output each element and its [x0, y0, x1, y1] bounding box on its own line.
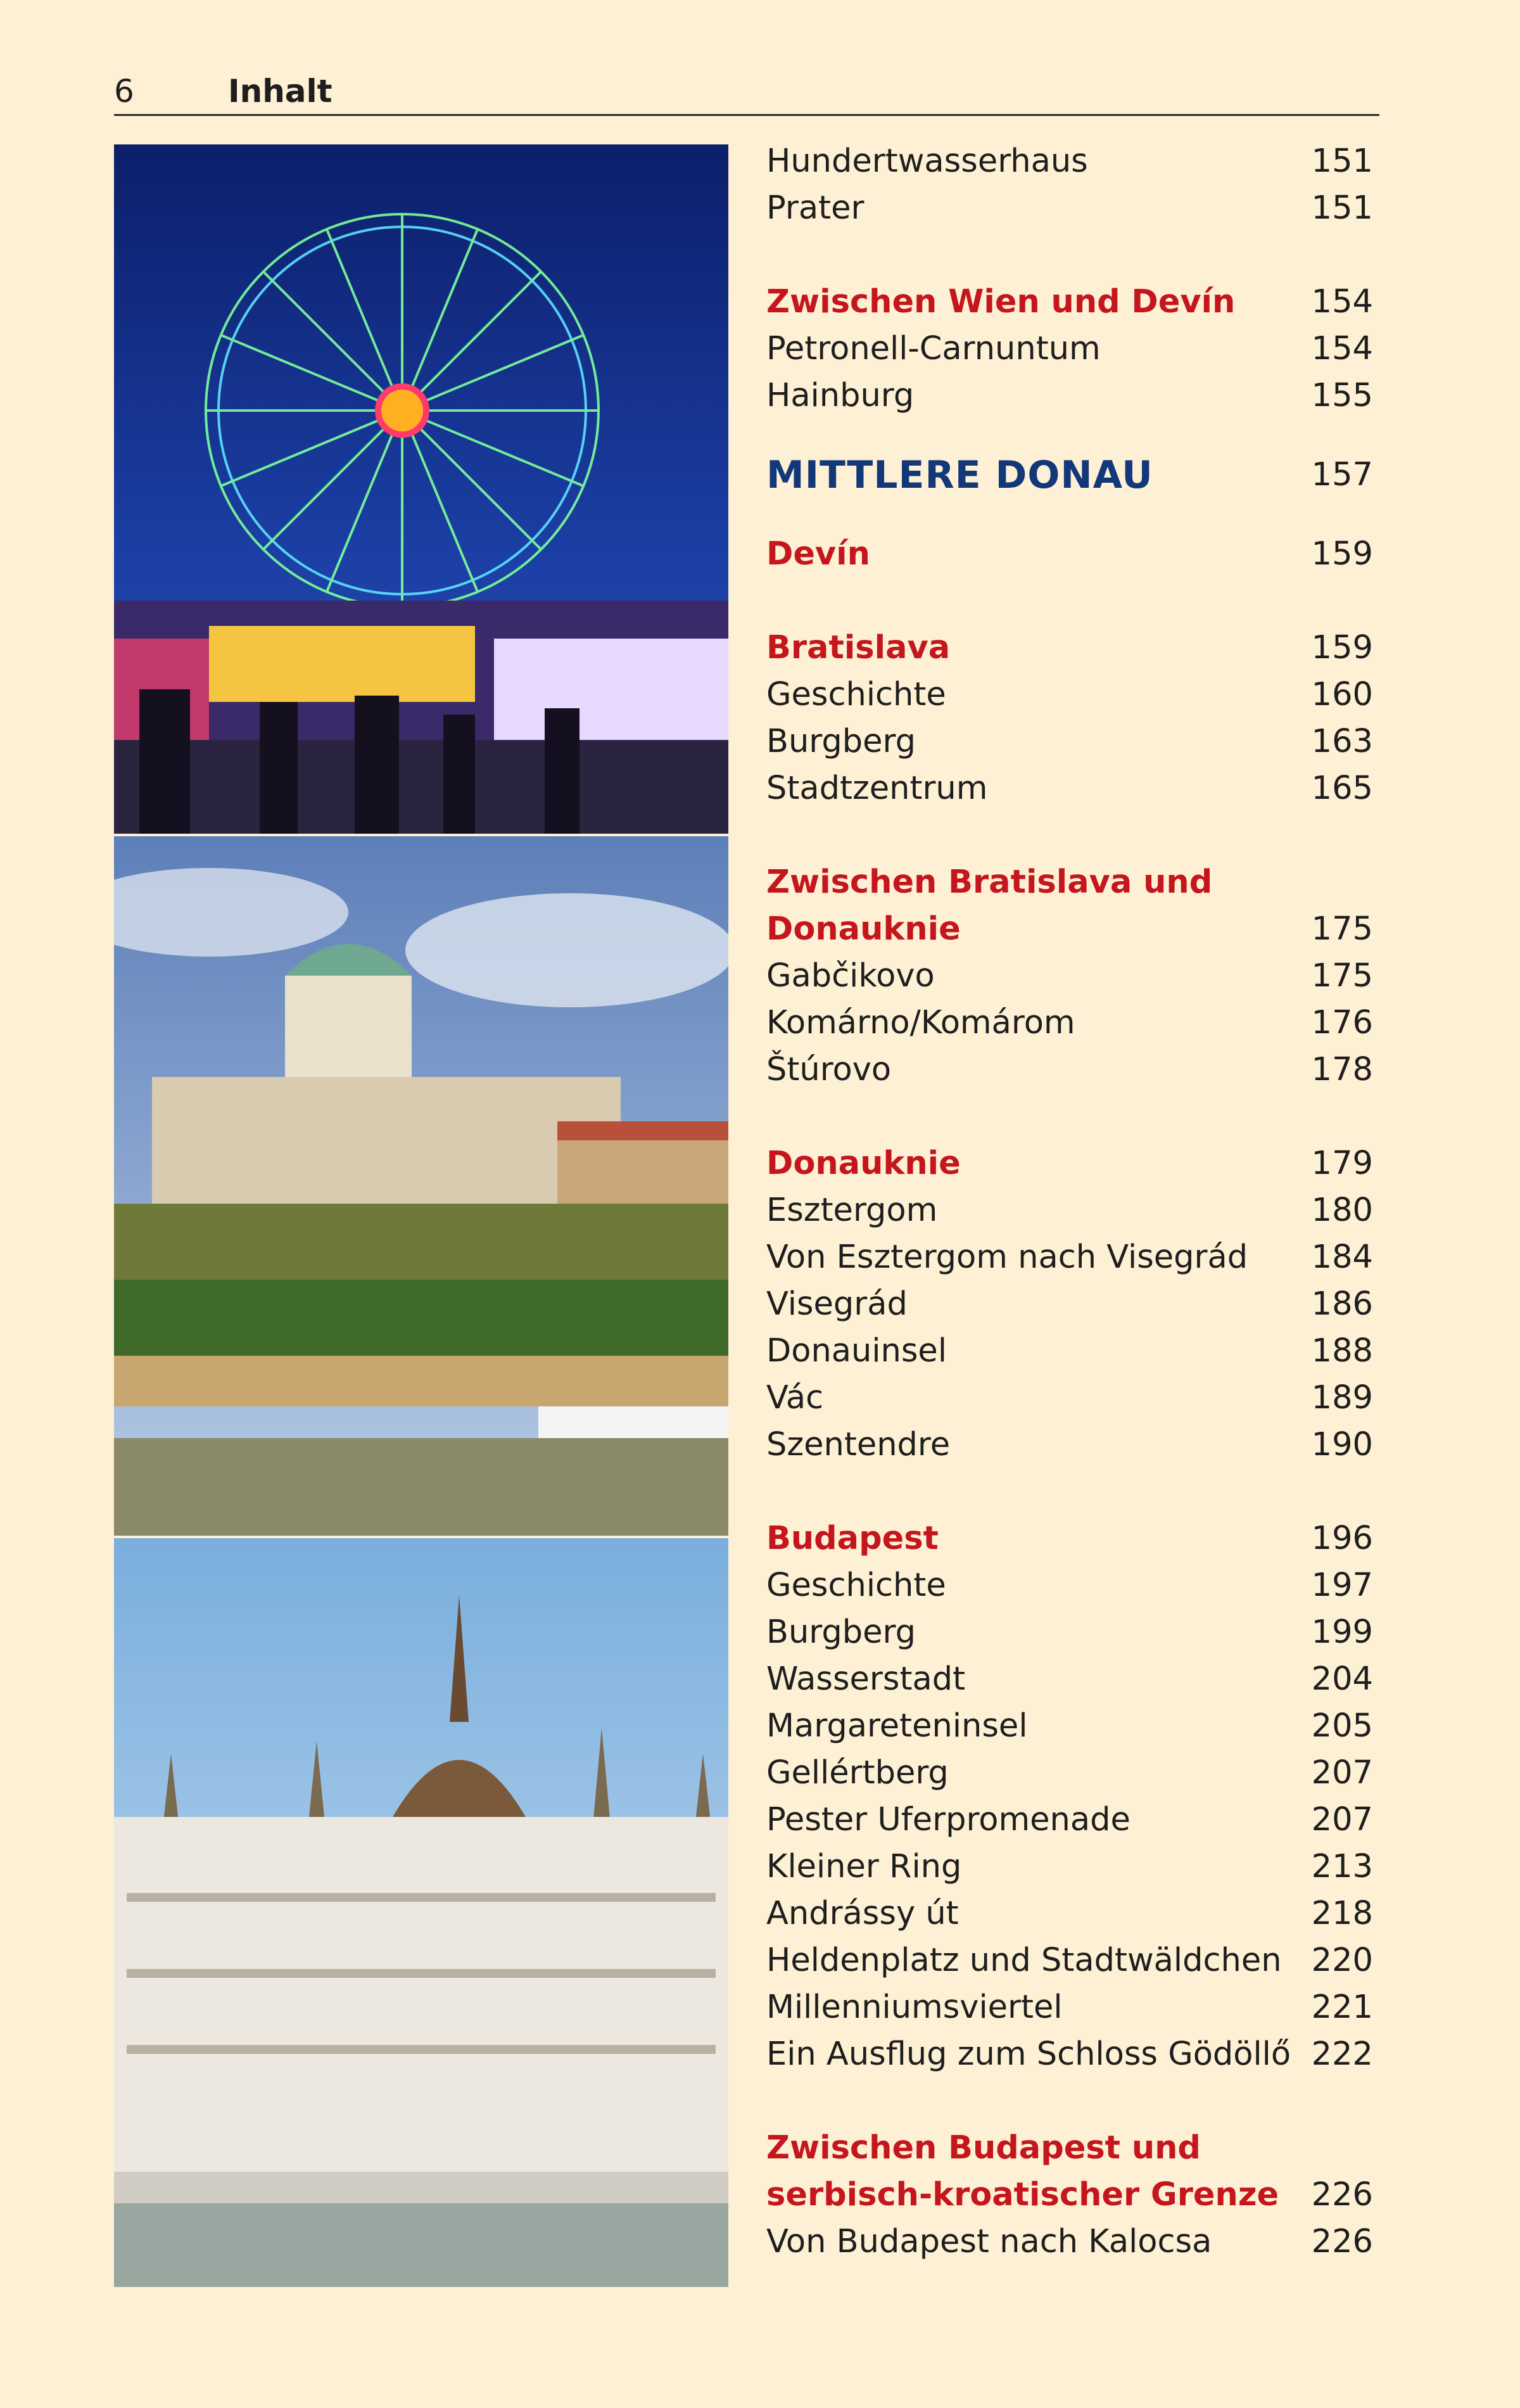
toc-entry[interactable]: [766, 1281, 1379, 1328]
toc-entry-page: 226: [1311, 2176, 1373, 2214]
toc-entry-page: 205: [1311, 1707, 1373, 1745]
toc-entry-page: 213: [1311, 1848, 1373, 1885]
toc-entry-title: Visegrád: [766, 1285, 908, 1323]
page-header: [114, 68, 1379, 116]
toc-group: [766, 279, 1379, 419]
toc-entry-page: 218: [1311, 1895, 1373, 1932]
toc-entry-page: 157: [1311, 456, 1373, 494]
toc-entry-page: 151: [1311, 143, 1373, 180]
toc-entry-title: Geschichte: [766, 676, 946, 713]
toc-entry-page: 226: [1311, 2223, 1373, 2260]
toc-entry[interactable]: [766, 1422, 1379, 1468]
toc-entry-title: Gellértberg: [766, 1754, 949, 1792]
toc-entry-page: 189: [1311, 1379, 1373, 1417]
photo-column: [114, 144, 728, 2287]
toc-entry-title: Millenniumsviertel: [766, 1989, 1063, 2026]
toc-entry[interactable]: [766, 1844, 1379, 1890]
toc-entry-title: Prater: [766, 189, 864, 227]
toc-entry[interactable]: [766, 1609, 1379, 1656]
toc-entry-title: Von Budapest nach Kalocsa: [766, 2223, 1212, 2260]
toc-entry-page: 179: [1311, 1145, 1373, 1182]
toc-entry-title: Štúrovo: [766, 1051, 892, 1088]
toc-entry-title: Andrássy út: [766, 1895, 959, 1932]
toc-entry-title: Stadtzentrum: [766, 770, 988, 807]
toc-entry[interactable]: [766, 1000, 1379, 1047]
toc-entry[interactable]: [766, 1234, 1379, 1281]
toc-entry-title: Margareteninsel: [766, 1707, 1028, 1745]
toc-entry-page: 178: [1311, 1051, 1373, 1088]
toc-entry[interactable]: [766, 1937, 1379, 1984]
toc-entry-page: 221: [1311, 1989, 1373, 2026]
toc-heading-title: serbisch-kroatischer Grenze: [766, 2176, 1279, 2214]
toc-entry[interactable]: [766, 2219, 1379, 2265]
toc-entry[interactable]: [766, 1890, 1379, 1937]
toc-entry[interactable]: [766, 953, 1379, 1000]
toc-entry[interactable]: [766, 718, 1379, 765]
toc-entry[interactable]: [766, 1375, 1379, 1422]
toc-entry-page: 180: [1311, 1192, 1373, 1229]
toc-entry-page: 204: [1311, 1660, 1373, 1698]
toc-entry-page: 186: [1311, 1285, 1373, 1323]
toc-entry[interactable]: [766, 138, 1379, 185]
toc-entry[interactable]: [766, 1656, 1379, 1703]
toc-entry[interactable]: [766, 1328, 1379, 1375]
toc-heading[interactable]: [766, 906, 1379, 953]
toc-entry-page: 159: [1311, 535, 1373, 573]
toc-group: [766, 625, 1379, 812]
toc-heading[interactable]: [766, 859, 1379, 906]
toc-heading[interactable]: [766, 625, 1379, 672]
toc-entry-page: 163: [1311, 723, 1373, 760]
section-label: Inhalt: [228, 73, 332, 110]
toc-entry[interactable]: [766, 185, 1379, 232]
budapest-parliament-photo: [114, 1538, 728, 2287]
toc-entry-page: 155: [1311, 377, 1373, 414]
toc-entry-page: 207: [1311, 1754, 1373, 1792]
toc-entry-title: Geschichte: [766, 1567, 946, 1604]
toc-entry-title: Komárno/Komárom: [766, 1004, 1075, 1042]
toc-entry[interactable]: [766, 1047, 1379, 1093]
toc-entry[interactable]: [766, 373, 1379, 419]
toc-entry-page: 199: [1311, 1614, 1373, 1651]
toc-heading[interactable]: [766, 2125, 1379, 2172]
toc-group: [766, 859, 1379, 1093]
toc-group: [766, 138, 1379, 232]
toc-group: [766, 1515, 1379, 2078]
toc-entry-page: 222: [1311, 2035, 1373, 2073]
toc-entry-page: 196: [1311, 1520, 1373, 1557]
toc-chapter[interactable]: [766, 445, 1379, 506]
toc-entry-page: 151: [1311, 189, 1373, 227]
toc-entry-title: Pester Uferpromenade: [766, 1801, 1130, 1838]
toc-heading-title: Donauknie: [766, 1145, 961, 1182]
toc-entry-page: 165: [1311, 770, 1373, 807]
toc-entry[interactable]: [766, 2031, 1379, 2078]
toc-entry-title: Burgberg: [766, 723, 916, 760]
toc-heading-title: Bratislava: [766, 629, 951, 666]
toc-chapter-title: MITTLERE DONAU: [766, 453, 1153, 497]
toc-entry-page: 207: [1311, 1801, 1373, 1838]
toc-heading[interactable]: [766, 1515, 1379, 1562]
page-number: 6: [114, 73, 134, 110]
toc-entry[interactable]: [766, 1797, 1379, 1844]
toc-heading-title: Devín: [766, 535, 870, 573]
toc-entry-page: 176: [1311, 1004, 1373, 1042]
toc-entry-page: 220: [1311, 1942, 1373, 1979]
toc-entry[interactable]: [766, 1562, 1379, 1609]
toc-entry-page: 154: [1311, 283, 1373, 321]
toc-group: [766, 531, 1379, 578]
toc-heading-title: Zwischen Budapest und: [766, 2129, 1201, 2167]
toc-entry-page: 188: [1311, 1332, 1373, 1370]
toc-entry[interactable]: [766, 326, 1379, 373]
toc-entry-page: 197: [1311, 1567, 1373, 1604]
toc-entry[interactable]: [766, 1703, 1379, 1750]
toc-heading-title: Zwischen Bratislava und: [766, 863, 1213, 901]
toc-entry-title: Hainburg: [766, 377, 915, 414]
toc-entry-page: 154: [1311, 330, 1373, 367]
table-of-contents: [766, 138, 1379, 2265]
toc-entry-title: Hundertwasserhaus: [766, 143, 1088, 180]
toc-entry-title: Petronell-Carnuntum: [766, 330, 1101, 367]
toc-entry-page: 190: [1311, 1426, 1373, 1463]
toc-entry-title: Burgberg: [766, 1614, 916, 1651]
toc-entry-title: Szentendre: [766, 1426, 951, 1463]
toc-entry-title: Gabčikovo: [766, 957, 935, 995]
toc-entry-title: Kleiner Ring: [766, 1848, 962, 1885]
toc-entry-title: Von Esztergom nach Visegrád: [766, 1239, 1248, 1276]
toc-group: [766, 2125, 1379, 2265]
toc-entry[interactable]: [766, 1984, 1379, 2031]
toc-entry[interactable]: [766, 765, 1379, 812]
toc-heading-title: Zwischen Wien und Devín: [766, 283, 1236, 321]
toc-entry[interactable]: [766, 1750, 1379, 1797]
toc-heading[interactable]: [766, 279, 1379, 326]
toc-entry-page: 175: [1311, 957, 1373, 995]
toc-group: [766, 1140, 1379, 1468]
toc-entry-title: Wasserstadt: [766, 1660, 966, 1698]
toc-entry-page: 160: [1311, 676, 1373, 713]
esztergom-basilica-photo: [114, 836, 728, 1536]
toc-entry-title: Donauinsel: [766, 1332, 947, 1370]
toc-heading-title: Budapest: [766, 1520, 939, 1557]
toc-heading[interactable]: [766, 2172, 1379, 2219]
toc-entry-page: 175: [1311, 910, 1373, 948]
toc-entry-page: 184: [1311, 1239, 1373, 1276]
ferris-wheel-photo: [114, 144, 728, 834]
toc-heading[interactable]: [766, 1140, 1379, 1187]
toc-heading[interactable]: [766, 531, 1379, 578]
toc-heading-title: Donauknie: [766, 910, 961, 948]
toc-entry-title: Heldenplatz und Stadtwäldchen: [766, 1942, 1282, 1979]
toc-entry[interactable]: [766, 1187, 1379, 1234]
toc-entry-page: 159: [1311, 629, 1373, 666]
toc-entry[interactable]: [766, 672, 1379, 718]
toc-entry-title: Ein Ausflug zum Schloss Gödöllő: [766, 2035, 1291, 2073]
toc-entry-title: Esztergom: [766, 1192, 938, 1229]
toc-entry-title: Vác: [766, 1379, 824, 1417]
